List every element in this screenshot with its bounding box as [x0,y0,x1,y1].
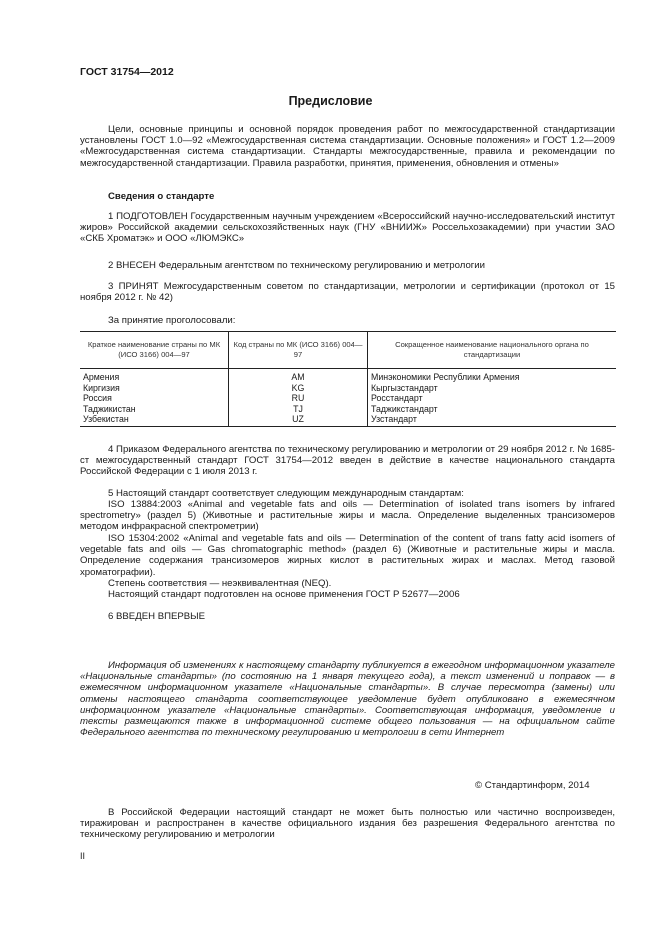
cell-body: Таджикстандарт [368,404,617,415]
item-4: 4 Приказом Федерального агентства по техническому регулированию и метрологии от 29 ноября 2012 г. № 1685-ст межгосударственный стандарт ГОСТ 31754—2012 введен в действие в качестве национального стандарта Российской Федерации с 1 июля 2013 г. [80,444,615,478]
vote-label: За принятие проголосовали: [108,315,236,326]
cell-country: Киргизия [83,382,120,393]
cell-code: UZ [229,414,368,426]
cell-country: Россия [83,393,112,404]
cell-country: Армения [83,372,120,382]
cell-country: Таджикистан [83,403,136,414]
cell-body: Узстандарт [368,414,617,426]
cell-body: Кыргызстандарт [368,383,617,394]
table-row [80,383,616,394]
item-5-lead: 5 Настоящий стандарт соответствует следующим международным стандартам: [108,488,464,499]
item-2: 2 ВНЕСЕН Федеральным агентством по техническому регулированию и метрологии [108,260,486,271]
item-5-basis: Настоящий стандарт подготовлен на основе применения ГОСТ Р 52677—2006 [108,589,460,600]
item-5-degree: Степень соответствия — неэквивалентная (NEQ). [108,578,332,589]
cell-body: Минэкономики Республики Армения [368,369,617,383]
cell-country: Узбекистан [80,414,229,426]
page-title: Предисловие [288,94,373,108]
rights-notice: В Российской Федерации настоящий стандарт не может быть полностью или частично воспроизведен, тиражирован и распространен в качестве официального издания без разрешения Федерального агентства по техническому регулированию и метрологии [80,807,615,841]
item-3: 3 ПРИНЯТ Межгосударственным советом по стандартизации, метрологии и сертификации (протокол от 15 ноября 2012 г. № 42) [80,281,615,304]
table-header-country: Краткое наименование страны по МК (ИСО 3166) 004—97 [80,332,229,369]
document-header: ГОСТ 31754—2012 [80,66,174,78]
cell-body: Росстандарт [368,393,617,404]
page-number: II [80,851,86,861]
item-5-iso-15304: ISO 15304:2002 «Animal and vegetable fats and oils — Determination of the content of trans fatty acid isomers of vegetable fats and oils — Gas chromatographic method» (раздел 6) (Животные и растительные жиры и масла. Определение содержания трансизомеров жирных кислот в растительных жирах и маслах. Метод газовой хроматографии). [80,533,615,578]
copyright: © Стандартинформ, 2014 [475,780,590,791]
intro-paragraph: Цели, основные принципы и основной порядок проведения работ по межгосударственной стандартизации установлены ГОСТ 1.0—92 «Межгосударственная система стандартизации. Основные положения» и ГОСТ 1.2—2009 «Межгосударственная система стандартизации. Стандарты межгосударственные, правила и рекомендации по межгосударственной стандартизации. Правила разработки, принятия, применения, обновления и отмены» [80,124,615,169]
table-row [80,404,616,415]
table-row [80,393,616,404]
cell-code: RU [229,393,368,404]
table-header-code: Код страны по МК (ИСО 3166) 004—97 [229,332,368,369]
voting-table [80,331,616,427]
change-notice: Информация об изменениях к настоящему стандарту публикуется в ежегодном информационном указателе «Национальные стандарты» (по состоянию на 1 января текущего года), а текст изменений и поправок — в ежемесячном информационном указателе «Национальные стандарты». В случае пересмотра (замены) или отмены настоящего стандарта соответствующее уведомление будет опубликовано в ежемесячном информационном указателе «Национальные стандарты». Соответствующая информация, уведомление и тексты размещаются также в информационной системе общего пользования — на официальном сайте Федерального агентства по техническому регулированию и метрологии в сети Интернет [80,660,615,739]
cell-code: AM [229,369,368,383]
cell-code: TJ [229,404,368,415]
item-1: 1 ПОДГОТОВЛЕН Государственным научным учреждением «Всероссийский научно-исследовательский институт жиров» Российской академии сельскохозяйственных наук (ГНУ «ВНИИЖ» Россельхозакадемии) при участии ЗАО «СКБ Хроматэк» и ООО «ЛЮМЭКС» [80,211,615,245]
item-5-iso-13884: ISO 13884:2003 «Animal and vegetable fats and oils — Determination of isolated trans isomers by infrared spectrometry» (раздел 5) (Животные и растительные жиры и масла. Определение выделенных трансизомеров методом инфракрасной спектрометрии) [80,499,615,533]
info-heading: Сведения о стандарте [108,191,215,202]
table-header-body: Сокращенное наименование национального органа по стандартизации [368,332,617,369]
table-row [80,369,616,383]
table-row [80,414,616,426]
item-6: 6 ВВЕДЕН ВПЕРВЫЕ [108,611,206,622]
cell-code: KG [229,383,368,394]
